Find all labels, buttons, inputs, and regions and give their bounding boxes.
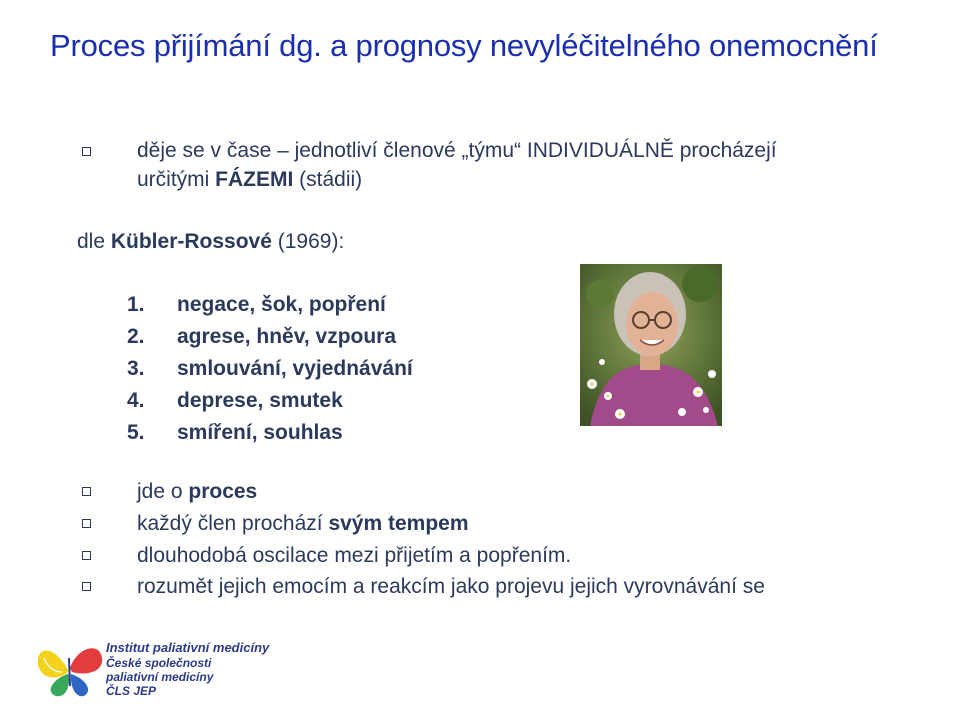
- bullet-line: [137, 512, 469, 536]
- bullet-square-icon: [82, 147, 91, 156]
- phase-label: smlouvání, vyjednávání: [177, 357, 413, 380]
- logo-line-2: České společnosti: [106, 656, 212, 670]
- slide-title: Proces přijímání dg. a prognosy nevyléčitelného onemocnění: [50, 28, 878, 63]
- intro-line-2-post: (stádii): [293, 168, 363, 191]
- intro-line-2-bold: FÁZEMI: [215, 168, 294, 191]
- phase-number: 5.: [127, 421, 145, 444]
- phase-label: agrese, hněv, vzpoura: [177, 325, 397, 348]
- logo-line-3: paliativní medicíny: [106, 670, 214, 684]
- source-post: (1969):: [271, 230, 345, 253]
- phase-number: 3.: [127, 357, 145, 380]
- bullet-square-icon: [82, 551, 91, 560]
- bullet-pre: rozumět jejich emocím a reakcím jako projevu jejich vyrovnávání se: [137, 575, 765, 598]
- phase-item: [127, 293, 386, 317]
- bullet-pre: jde o: [137, 480, 189, 503]
- bullet-line: [137, 544, 571, 568]
- logo-line-4: ČLS JEP: [106, 684, 157, 698]
- bullet-pre: každý člen prochází: [137, 512, 329, 535]
- intro-line-2: [137, 168, 362, 192]
- intro-line-1: děje se v čase – jednotliví členové „týmu“ INDIVIDUÁLNĚ procházejí: [137, 139, 777, 162]
- source-pre: dle: [77, 230, 111, 253]
- phase-number: 1.: [127, 293, 145, 316]
- intro-line-2-pre: určitými: [137, 168, 216, 191]
- phase-number: 2.: [127, 325, 145, 348]
- butterfly-logo-icon: [34, 638, 106, 700]
- phase-item: [127, 357, 413, 381]
- phase-number: 4.: [127, 389, 145, 412]
- portrait-photo-icon: [580, 264, 722, 426]
- phase-item: [127, 325, 396, 349]
- bullet-bold: svým tempem: [328, 512, 469, 535]
- bullet-pre: dlouhodobá oscilace mezi přijetím a popřením.: [137, 544, 572, 567]
- phase-label: deprese, smutek: [177, 389, 343, 412]
- bullet-square-icon: [82, 487, 91, 496]
- phase-label: smíření, souhlas: [177, 421, 343, 444]
- phase-item: [127, 421, 343, 445]
- source-line: [77, 230, 344, 254]
- bullet-square-icon: [82, 519, 91, 528]
- source-author: Kübler-Rossové: [110, 230, 272, 253]
- phase-label: negace, šok, popření: [177, 293, 386, 316]
- bullet-line: [137, 575, 765, 599]
- phase-item: [127, 389, 343, 413]
- bullet-square-icon: [82, 582, 91, 591]
- bullet-bold: proces: [188, 480, 258, 503]
- portrait-photo: [580, 264, 722, 426]
- logo-line-1: Institut paliativní medicíny: [106, 640, 270, 655]
- bullet-line: [137, 480, 257, 504]
